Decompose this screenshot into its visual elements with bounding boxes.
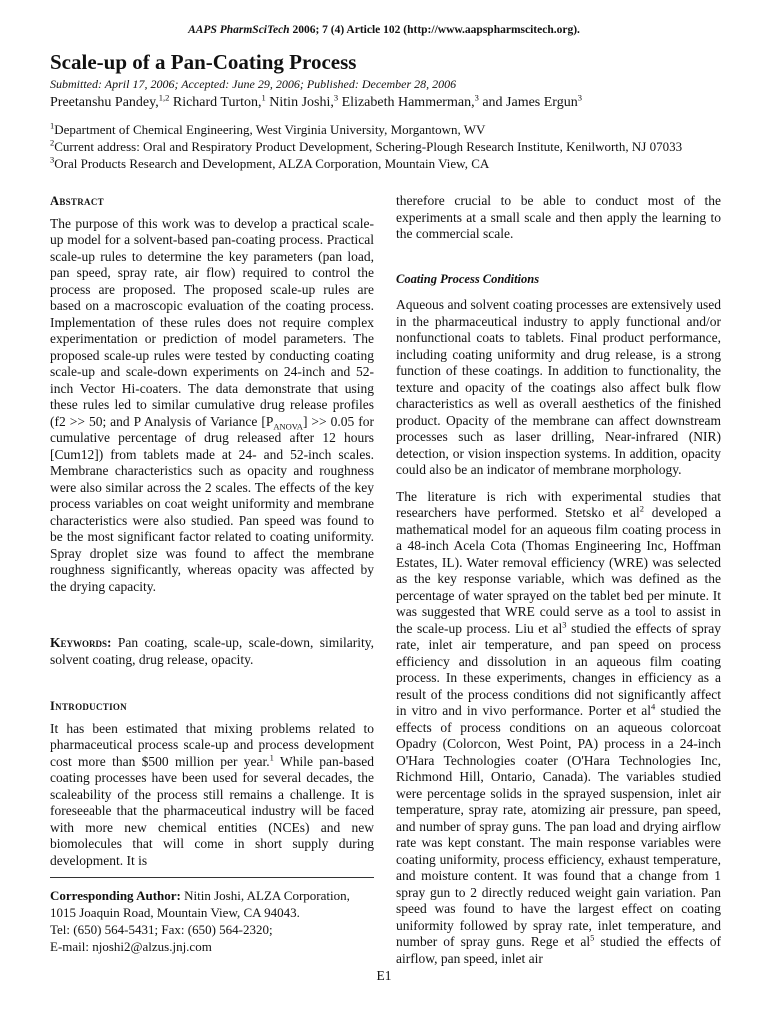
journal-header bbox=[0, 24, 768, 36]
journal-citation: 2006; 7 (4) Article 102 (http://www.aapspharmscitech.org). bbox=[292, 24, 580, 36]
paragraph: Aqueous and solvent coating processes are extensively used in the pharmaceutical industry to apply functional and/or nonfunctional coats to tablets. Final product performance, including coating uniformity and drug release, is a strong function of these coatings. In addition to functionality, the texture and opacity of the coatings also affect bulk flow characteristics as well as overall aesthetics of the finished product. Opacity of the membrane can affect downstream processes such as laser drilling, Near-infrared (NIR) detection, or vision inspection systems. In addition, opacity could also be an indicator of membrane morphology. bbox=[396, 297, 721, 477]
abstract-heading: Abstract bbox=[50, 194, 104, 208]
subsection-heading: Coating Process Conditions bbox=[396, 271, 540, 286]
keywords-text: Pan coating, scale-up, scale-down, similarity, solvent coating, drug release, opacity. bbox=[50, 635, 375, 667]
paragraph: The literature is rich with experimental studies that researchers have performed. Stetsko et $al^2$ developed a mathematical model for an aqueous film coating process in a 48-inch Acela Cota (Thomas Engineering Inc, Hoffman Estates, IL). Water removal efficiency (WRE) was selected as the key response variable, which was defined as the percentage of water sprayed on the tablet bed per minute. It was suggested that WRE could serve as a tool to assist in the scale-up process. Liu et $al^3$ studied the effects of spray rate, inlet air temperature, and pan speed on process efficiency and dissolution in an aqueous film coating process. In these experiments, changes in efficiency as a result of the process conditions did not significantly affect in vitro and in vivo performance. Porter et $al^4$ studied the effects of process conditions on an aqueous colorcoat Opadry (Colorcon, West Point, PA) process in a 24-inch O'Hara Technologies coater (O'Hara Technologies Inc, Richmond Hill, Ontario, Canada). The variables studied were percentage solids in the sprayed suspension, inlet air temperature, spray rate, atomizing air pressure, pan speed, and number of spray guns. The pan load and drying airflow rate was kept constant. The main response variables were coating uniformity, process efficiency, exhaust temperature, and moisture content. It was found that a change from 1 spray gun to 2 directly reduced weight gain variation. Pan speed was found to have the largest effect on coating uniformity followed by spray rate, inlet temperature, and number of spray guns. Rege et $al^5$ studied the effects of airflow, pan speed, inlet air bbox=[396, 488, 722, 966]
affiliation: $^2$Current address: Oral and Respiratory Product Development, Schering-Plough Research Institute, Kenilworth, NJ 07033 bbox=[50, 137, 683, 154]
author: Nitin Joshi,$^3$ bbox=[269, 92, 339, 110]
keywords bbox=[50, 635, 374, 668]
abstract-text: The purpose of this work was to develop a practical scale-up model for a solvent-based pan-coating process. Practical scale-up rules to determine the key parameters (pan load, pan speed, spray rate, air flow) required to control the process are proposed. The proposed scale-up rules are based on a macroscopic evaluation of the coating process. Implementation of these rules does not require complex experimentation or prediction of model parameters. The proposed scale-up rules were tested by conducting coating scale-up and scale-down experiments on 24-inch and 52-inch Vector Hi-coaters. The data demonstrate that using these rules led to similar cumulative drug release profiles (f2 >> 50; and P Analysis of Variance $[P_{ANOVA}] >> 0.05$ for cumulative percentage of drug released after 12 hours [Cum12]) from tablets made at 24- and 52-inch scales. Membrane characteristics such as opacity and roughness were also similar across the 2 scales. The effects of the key process variables on coat weight uniformity and membrane characteristics were also studied. Pan speed was found to be the most significant factor related to coating uniformity. Spray droplet size was found to affect the membrane roughness significantly, whereas opacity was affected by the drying capacity. bbox=[50, 215, 374, 594]
affiliations bbox=[50, 121, 682, 172]
author: Preetanshu Pandey,$^{1,2}$ bbox=[50, 92, 170, 110]
introduction-heading: Introduction bbox=[50, 699, 127, 713]
footnote-rule bbox=[50, 877, 374, 878]
affiliation: $^3$Oral Products Research and Development, ALZA Corporation, Mountain View, CA bbox=[50, 154, 490, 171]
page-number: E1 bbox=[376, 968, 392, 983]
author: Richard Turton,$^1$ bbox=[172, 92, 266, 110]
author: Elizabeth Hammerman,$^3$ bbox=[341, 92, 479, 110]
author-list bbox=[50, 92, 582, 111]
author: and James Ergun$^3$ bbox=[482, 92, 582, 110]
affiliation: $^1$Department of Chemical Engineering, West Virginia University, Morgantown, WV bbox=[50, 120, 486, 137]
continued-text: therefore crucial to be able to conduct most of the experiments at a small scale and then apply the learning to the commercial scale. bbox=[396, 193, 721, 241]
right-column bbox=[396, 193, 721, 967]
journal-name: AAPS PharmSciTech bbox=[188, 24, 290, 36]
article-title: Scale-up of a Pan-Coating Process bbox=[50, 50, 357, 74]
keywords-label: Keywords: bbox=[50, 635, 112, 650]
article-dates: Submitted: April 17, 2006; Accepted: June 29, 2006; Published: December 28, 2006 bbox=[50, 77, 457, 91]
introduction-text: It has been estimated that mixing problems related to pharmaceutical process scale-up and process development cost more than $500 million per year.$^1$ While pan-based coating processes have been used for several decades, the scaleability of the process still remains a challenge. It is foreseeable that the pharmaceutical industry will be faced with more new chemical entities (NCEs) and new biomolecules that will come in short supply during development. It is bbox=[50, 720, 375, 868]
left-column bbox=[50, 193, 374, 869]
corresponding-author: Corresponding Author: Nitin Joshi, ALZA Corporation, 1015 Joaquin Road, Mountain View, CA 94043. Tel: (650) 564-5431; Fax: (650) 564-2320; E-mail: njoshi2@alzus.jnj.com bbox=[50, 888, 350, 954]
